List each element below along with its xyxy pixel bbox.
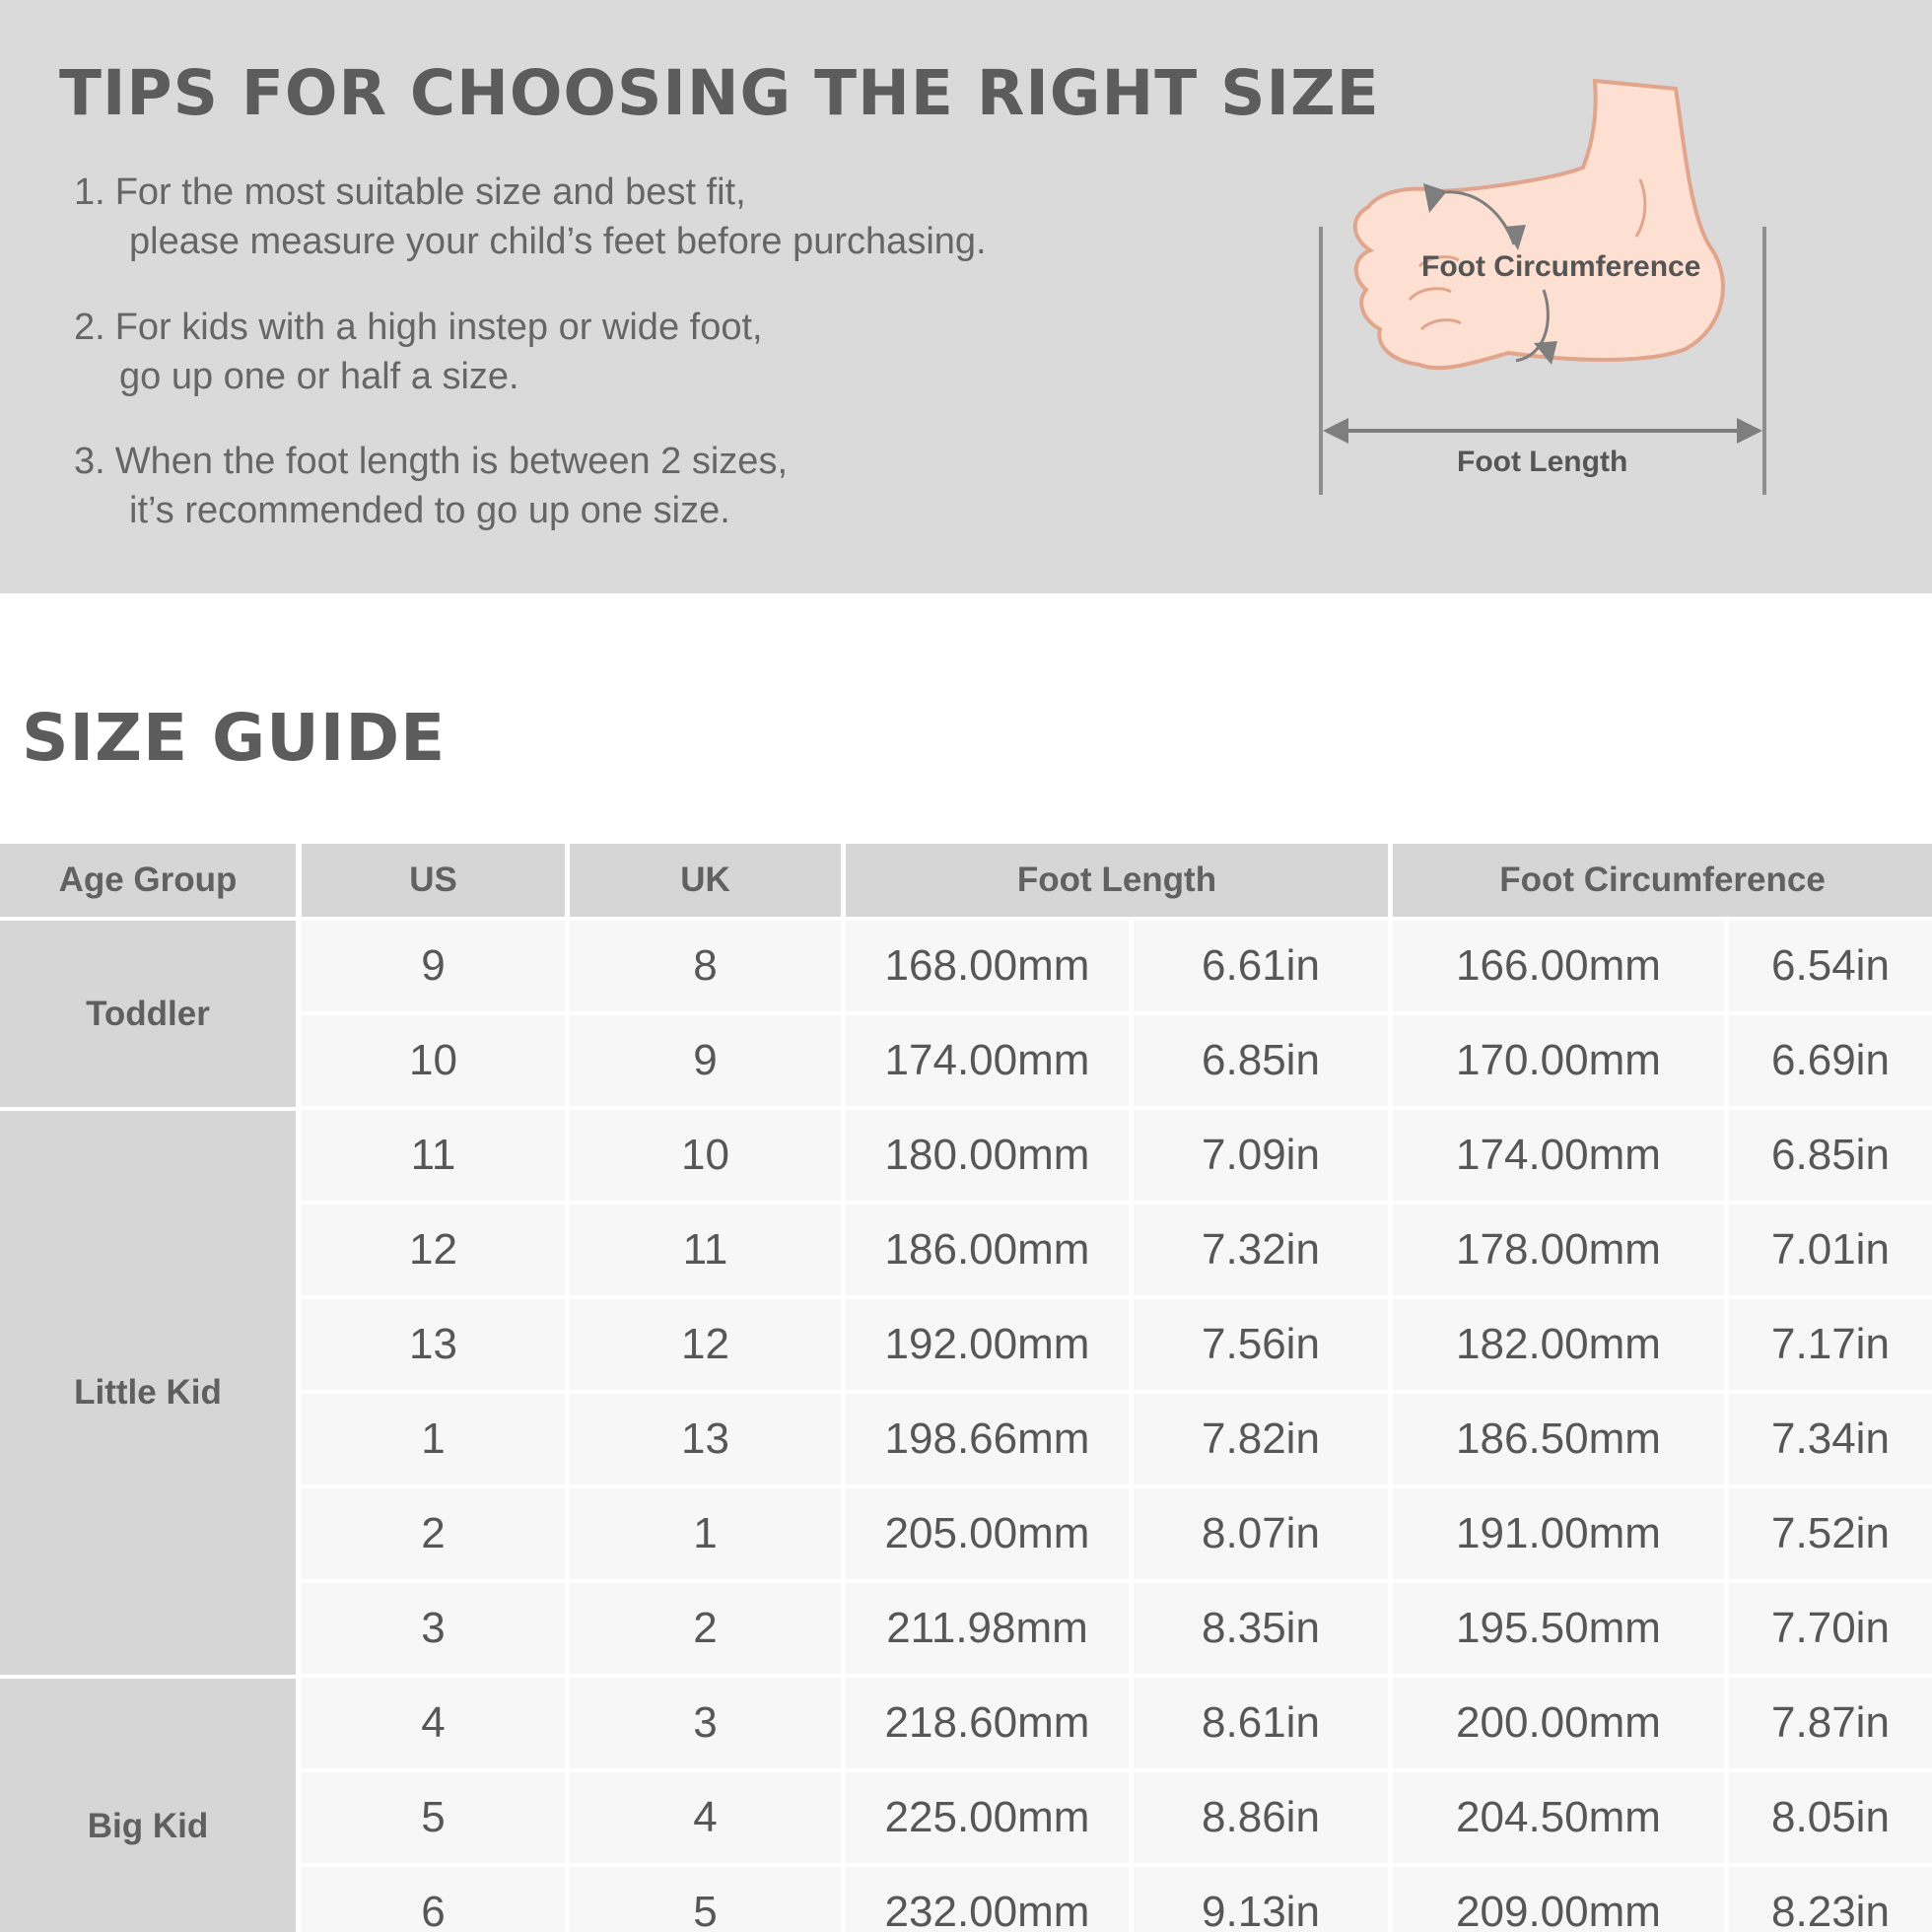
cell-len-mm: 211.98mm [846,1583,1129,1674]
cell-circ-mm: 166.00mm [1393,921,1724,1011]
cell-circ-mm: 170.00mm [1393,1015,1724,1106]
group-big-kid: Big Kid [0,1679,296,1932]
tip-line: please measure your child’s feet before purchasing. [129,221,987,262]
cell-circ-mm: 200.00mm [1393,1678,1724,1768]
cell-uk: 3 [570,1678,841,1768]
cell-len-in: 6.61in [1134,921,1388,1011]
foot-shape [1355,81,1723,368]
tip-number: 1. [74,172,105,213]
cell-uk: 5 [570,1867,841,1932]
group-little-kid: Little Kid [0,1111,296,1675]
cell-uk: 2 [570,1583,841,1674]
tip-1 [74,168,987,266]
cell-uk: 12 [570,1299,841,1390]
tip-line: it’s recommended to go up one size. [129,490,730,531]
cell-uk: 1 [570,1488,841,1579]
cell-len-mm: 232.00mm [846,1867,1129,1932]
cell-circ-mm: 191.00mm [1393,1488,1724,1579]
cell-circ-mm: 209.00mm [1393,1867,1724,1932]
size-table [0,844,1932,1932]
tip-line: For the most suitable size and best fit, [114,172,746,213]
cell-circ-mm: 178.00mm [1393,1205,1724,1295]
cell-circ-in: 6.69in [1729,1015,1932,1106]
table-row [0,1110,1932,1205]
cell-len-mm: 168.00mm [846,921,1129,1011]
size-guide-title: SIZE GUIDE [22,700,447,776]
foot-measurement-diagram [1311,69,1784,503]
cell-len-mm: 218.60mm [846,1678,1129,1768]
cell-uk: 13 [570,1394,841,1484]
cell-uk: 11 [570,1205,841,1295]
tip-line: go up one or half a size. [119,356,519,397]
cell-us: 4 [302,1678,565,1768]
foot-illustration-icon [1311,69,1784,503]
cell-len-in: 7.09in [1134,1110,1388,1201]
tips-panel [0,0,1932,593]
table-row [0,1205,1932,1299]
cell-us: 12 [302,1205,565,1295]
cell-uk: 9 [570,1015,841,1106]
header-uk: UK [570,844,841,917]
cell-circ-mm: 186.50mm [1393,1394,1724,1484]
cell-len-in: 8.86in [1134,1772,1388,1863]
header-foot-length: Foot Length [846,844,1388,917]
cell-uk: 4 [570,1772,841,1863]
table-row [0,1394,1932,1488]
cell-len-mm: 225.00mm [846,1772,1129,1863]
group-toddler: Toddler [0,921,296,1107]
cell-len-mm: 198.66mm [846,1394,1129,1484]
cell-circ-mm: 174.00mm [1393,1110,1724,1201]
cell-us: 3 [302,1583,565,1674]
cell-us: 11 [302,1110,565,1201]
cell-len-in: 7.56in [1134,1299,1388,1390]
cell-len-mm: 186.00mm [846,1205,1129,1295]
cell-us: 1 [302,1394,565,1484]
cell-circ-in: 6.85in [1729,1110,1932,1201]
tips-title: TIPS FOR CHOOSING THE RIGHT SIZE [59,57,1380,129]
cell-circ-in: 7.70in [1729,1583,1932,1674]
tip-line: When the foot length is between 2 sizes, [114,441,788,482]
cell-circ-in: 6.54in [1729,921,1932,1011]
cell-uk: 8 [570,921,841,1011]
cell-len-mm: 174.00mm [846,1015,1129,1106]
tip-number: 2. [74,307,105,348]
cell-circ-mm: 182.00mm [1393,1299,1724,1390]
tip-2 [74,303,763,401]
header-foot-circumference: Foot Circumference [1393,844,1932,917]
foot-circumference-label: Foot Circumference [1421,250,1701,283]
cell-circ-mm: 195.50mm [1393,1583,1724,1674]
header-us: US [302,844,565,917]
table-row [0,1488,1932,1583]
table-row [0,1015,1932,1110]
cell-circ-in: 7.01in [1729,1205,1932,1295]
cell-us: 9 [302,921,565,1011]
cell-len-in: 6.85in [1134,1015,1388,1106]
cell-len-mm: 192.00mm [846,1299,1129,1390]
table-row [0,1867,1932,1932]
cell-len-in: 7.32in [1134,1205,1388,1295]
arrow-head [1323,418,1348,444]
table-row [0,1583,1932,1678]
tip-line: For kids with a high instep or wide foot, [114,307,763,348]
cell-circ-in: 7.17in [1729,1299,1932,1390]
cell-us: 6 [302,1867,565,1932]
cell-us: 2 [302,1488,565,1579]
table-row [0,1678,1932,1772]
cell-us: 5 [302,1772,565,1863]
cell-circ-mm: 204.50mm [1393,1772,1724,1863]
cell-len-in: 8.07in [1134,1488,1388,1579]
cell-len-in: 7.82in [1134,1394,1388,1484]
cell-len-in: 9.13in [1134,1867,1388,1932]
tip-3 [74,437,788,535]
cell-us: 10 [302,1015,565,1106]
cell-circ-in: 7.34in [1729,1394,1932,1484]
cell-len-in: 8.35in [1134,1583,1388,1674]
cell-circ-in: 7.52in [1729,1488,1932,1579]
table-row [0,921,1932,1015]
cell-circ-in: 7.87in [1729,1678,1932,1768]
header-age-group: Age Group [0,844,296,917]
cell-circ-in: 8.23in [1729,1867,1932,1932]
foot-length-label: Foot Length [1457,446,1628,478]
table-row [0,1772,1932,1867]
cell-len-mm: 180.00mm [846,1110,1129,1201]
cell-circ-in: 8.05in [1729,1772,1932,1863]
table-row [0,1299,1932,1394]
tip-number: 3. [74,441,105,482]
cell-len-mm: 205.00mm [846,1488,1129,1579]
cell-len-in: 8.61in [1134,1678,1388,1768]
cell-uk: 10 [570,1110,841,1201]
cell-us: 13 [302,1299,565,1390]
arrow-head [1737,418,1762,444]
